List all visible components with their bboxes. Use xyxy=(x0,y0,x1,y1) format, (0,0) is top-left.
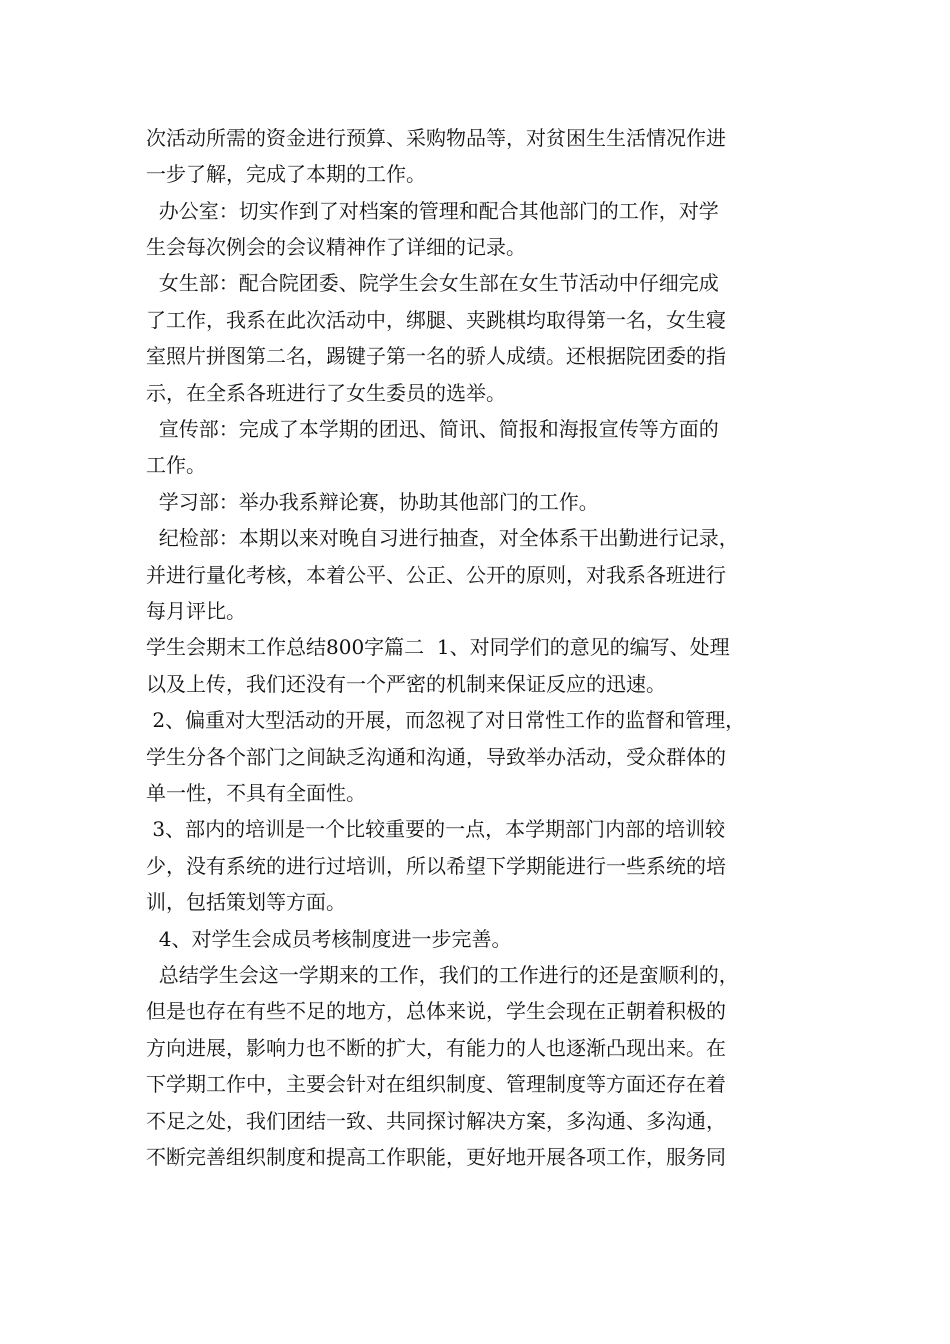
text-line: 并进行量化考核，本着公平、公正、公开的原则，对我系各班进行 xyxy=(146,563,726,587)
text-line: 4、对学生会成员考核制度进一步完善。 xyxy=(146,927,512,951)
text-line: 以及上传，我们还没有一个严密的机制来保证反应的迅速。 xyxy=(146,672,666,696)
text-line: 但是也存在有些不足的地方，总体来说，学生会现在正朝着积极的 xyxy=(146,999,726,1023)
text-line: 方向进展，影响力也不断的扩大，有能力的人也逐渐凸现出来。在 xyxy=(146,1036,726,1060)
text-line: 不断完善组织制度和提高工作职能，更好地开展各项工作，服务同 xyxy=(146,1145,726,1169)
text-line: 室照片拼图第二名，踢键子第一名的骄人成绩。还根据院团委的指 xyxy=(146,344,726,368)
text-line: 训，包括策划等方面。 xyxy=(146,890,346,914)
text-line: 次活动所需的资金进行预算、采购物品等，对贫困生生活情况作进 xyxy=(146,126,726,150)
text-line: 少，没有系统的进行过培训，所以希望下学期能进行一些系统的培 xyxy=(146,854,726,878)
text-line: 学生分各个部门之间缺乏沟通和沟通，导致举办活动，受众群体的 xyxy=(146,745,726,769)
text-line: 工作。 xyxy=(146,453,206,477)
text-line: 不足之处，我们团结一致、共同探讨解决方案，多沟通、多沟通， xyxy=(146,1109,726,1133)
text-line: 每月评比。 xyxy=(146,599,246,623)
text-line: 示，在全系各班进行了女生委员的选举。 xyxy=(146,381,506,405)
text-line: 2、偏重对大型活动的开展，而忽视了对日常性工作的监督和管理， xyxy=(146,708,746,732)
text-line: 单一性，不具有全面性。 xyxy=(146,781,366,805)
text-line: 纪检部：本期以来对晚自习进行抽查，对全体系干出勤进行记录， xyxy=(146,526,739,550)
text-line: 生会每次例会的会议精神作了详细的记录。 xyxy=(146,235,526,259)
text-line: 了工作，我系在此次活动中，绑腿、夹跳棋均取得第一名，女生寝 xyxy=(146,308,726,332)
text-line: 学生会期末工作总结800字篇二 1、对同学们的意见的编写、处理 xyxy=(146,635,730,659)
text-line: 办公室：切实作到了对档案的管理和配合其他部门的工作，对学 xyxy=(146,199,719,223)
text-line: 3、部内的培训是一个比较重要的一点，本学期部门内部的培训较 xyxy=(146,817,726,841)
text-line: 宣传部：完成了本学期的团迅、简讯、简报和海报宣传等方面的 xyxy=(146,417,719,441)
text-line: 下学期工作中，主要会针对在组织制度、管理制度等方面还存在着 xyxy=(146,1072,726,1096)
text-line: 学习部：举办我系辩论赛，协助其他部门的工作。 xyxy=(146,490,599,514)
text-line: 总结学生会这一学期来的工作，我们的工作进行的还是蛮顺利的， xyxy=(146,963,739,987)
text-line: 一步了解，完成了本期的工作。 xyxy=(146,162,426,186)
text-line: 女生部：配合院团委、院学生会女生部在女生节活动中仔细完成 xyxy=(146,271,719,295)
